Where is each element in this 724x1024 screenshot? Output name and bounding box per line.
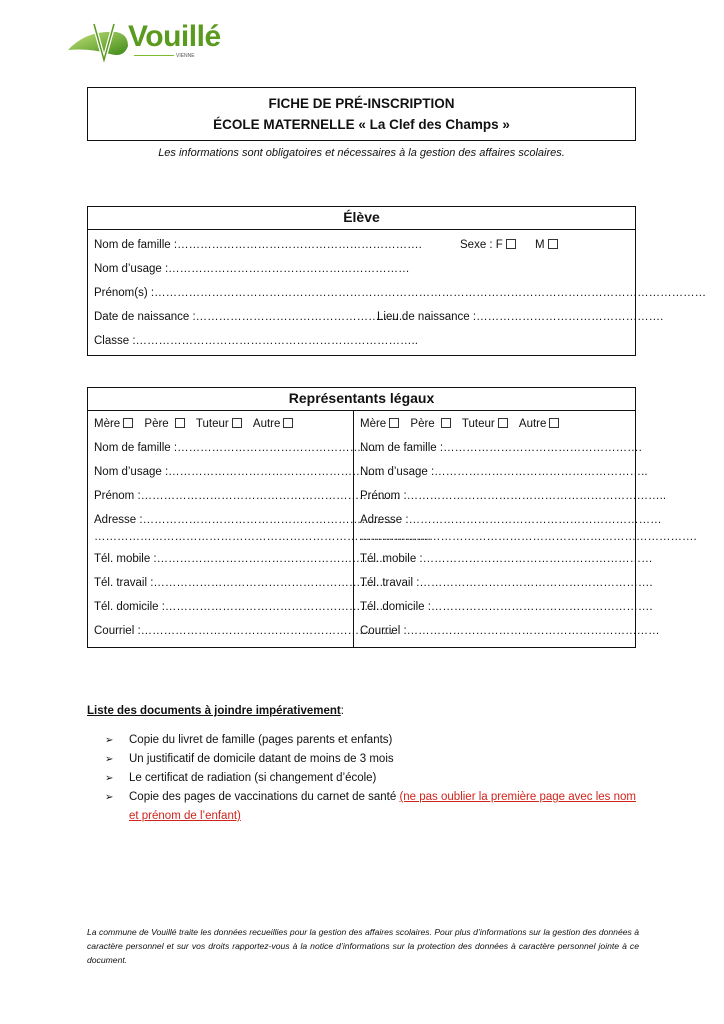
- role-tuteur-checkbox[interactable]: [232, 418, 242, 428]
- sexe-field: [460, 239, 558, 251]
- document-item-text: Copie du livret de famille (pages parents et enfants): [129, 734, 393, 746]
- role-pere-checkbox[interactable]: [441, 418, 451, 428]
- document-item: [105, 769, 647, 788]
- role-pere-label: Père: [144, 418, 169, 430]
- role-tuteur-checkbox[interactable]: [498, 418, 508, 428]
- role-pere-checkbox[interactable]: [175, 418, 185, 428]
- leaf-logo-icon: [66, 20, 136, 64]
- role-autre-label: Autre: [518, 418, 547, 430]
- documents-title: Liste des documents à joindre impérativement: [87, 705, 341, 717]
- vaccination-note: (ne pas oublier la première page avec les nom et prénom de l’enfant): [129, 791, 636, 822]
- title-box: [87, 87, 636, 141]
- rep2-tel-mobile[interactable]: Tél. mobile :……………………………………………………: [360, 553, 653, 565]
- role-mere-label: Mère: [360, 418, 387, 430]
- school-title: ÉCOLE MATERNELLE « La Clef des Champs »: [213, 117, 510, 132]
- rep1-tel-domicile[interactable]: Tél. domicile :………………………………………………….: [94, 601, 387, 613]
- vouille-logo: [66, 20, 221, 64]
- rep1-adresse[interactable]: Adresse :…………………………………………………………: [94, 514, 396, 526]
- role-mere-label: Mère: [94, 418, 121, 430]
- rep1-tel-mobile[interactable]: Tél. mobile :……………………………………………………: [94, 553, 387, 565]
- arrow-bullet-icon: ➢: [105, 754, 114, 765]
- role-options: [94, 418, 293, 430]
- rep2-adresse[interactable]: Adresse :…………………………………………………………: [360, 514, 662, 526]
- logo-subtitle: VIENNE: [176, 53, 195, 59]
- role-autre-checkbox[interactable]: [283, 418, 293, 428]
- document-item-text: Le certificat de radiation (si changement d’école): [129, 772, 377, 784]
- rep1-tel-travail[interactable]: Tél. travail :…………………………………………………….: [94, 577, 387, 589]
- intro-text: Les informations sont obligatoires et nécessaires à la gestion des affaires scolaires.: [158, 147, 565, 159]
- rep1-prenom[interactable]: Prénom :…………………………………………………………..: [94, 490, 401, 502]
- representant-2: [354, 410, 697, 647]
- logo-text: Vouillé: [128, 20, 221, 53]
- rep1-nom-usage[interactable]: Nom d’usage :………………………………………………..: [94, 466, 382, 478]
- document-item: [105, 750, 647, 769]
- document-item-text: Un justificatif de domicile datant de moins de 3 mois: [129, 753, 394, 765]
- rep2-nom-famille[interactable]: Nom de famille :…………………………………………….: [360, 442, 642, 454]
- documents-title-colon: :: [340, 705, 344, 717]
- nom-usage-field[interactable]: Nom d’usage :………………………………………………………: [94, 263, 410, 275]
- arrow-bullet-icon: ➢: [105, 735, 114, 746]
- rep1-adresse-line2[interactable]: …………………………………………………………………………….: [94, 531, 431, 543]
- role-options: [360, 418, 559, 430]
- role-tuteur-label: Tuteur: [195, 418, 229, 430]
- role-mere-checkbox[interactable]: [389, 418, 399, 428]
- role-autre-checkbox[interactable]: [549, 418, 559, 428]
- sexe-f-checkbox[interactable]: [506, 239, 516, 249]
- representants-heading: Représentants légaux: [88, 388, 635, 411]
- representant-1: [88, 410, 431, 647]
- sexe-m-label: M: [535, 239, 545, 251]
- document-item: [105, 731, 647, 750]
- documents-heading: [87, 705, 647, 717]
- role-tuteur-label: Tuteur: [461, 418, 495, 430]
- arrow-bullet-icon: ➢: [105, 792, 114, 803]
- rep2-tel-domicile[interactable]: Tél. domicile :………………………………………………….: [360, 601, 653, 613]
- rep1-nom-famille[interactable]: Nom de famille :…………………………………………….: [94, 442, 376, 454]
- rep2-tel-travail[interactable]: Tél. travail :…………………………………………………….: [360, 577, 653, 589]
- eleve-heading: Élève: [88, 207, 635, 230]
- date-naissance-field[interactable]: Date de naissance :……………………………………………….: [94, 311, 406, 323]
- role-pere-label: Père: [410, 418, 435, 430]
- rep2-nom-usage[interactable]: Nom d’usage :………………………………………………..: [360, 466, 648, 478]
- lieu-naissance-field[interactable]: Lieu de naissance :………………………………………….: [377, 311, 664, 323]
- eleve-section: [87, 206, 707, 356]
- sexe-m-checkbox[interactable]: [548, 239, 558, 249]
- rep2-courriel[interactable]: Courriel :…………………………………………………………: [360, 625, 660, 637]
- rep1-courriel[interactable]: Courriel :…………………………………………………………: [94, 625, 394, 637]
- sexe-f-label: Sexe : F: [460, 239, 503, 251]
- role-autre-label: Autre: [252, 418, 281, 430]
- document-item: [105, 788, 639, 826]
- prenoms-field[interactable]: Prénom(s) :………………………………………………………………………………………………………………………………: [94, 287, 707, 299]
- arrow-bullet-icon: ➢: [105, 773, 114, 784]
- rep2-prenom[interactable]: Prénom :…………………………………………………………..: [360, 490, 667, 502]
- privacy-footer: La commune de Vouillé traite les données recueillies pour la gestion des affaires scolaires. Pour plus d’informations sur la gestion des données à caractère personnel et sur vos droits rapportez-vous à la notice d’informations sur la protection des données à caractère personnel jointe à ce document.: [87, 927, 639, 965]
- nom-famille-field[interactable]: Nom de famille :……………………………………………………….: [94, 239, 422, 251]
- representants-section: [87, 387, 697, 648]
- document-item-text: Copie des pages de vaccinations du carnet de santé: [129, 791, 397, 803]
- role-mere-checkbox[interactable]: [123, 418, 133, 428]
- form-title: FICHE DE PRÉ-INSCRIPTION: [268, 96, 455, 111]
- rep2-adresse-line2[interactable]: …………………………………………………………………………….: [360, 531, 697, 543]
- logo-underline: [134, 55, 174, 56]
- documents-list: [87, 705, 647, 826]
- classe-field[interactable]: Classe :………………………………………………………………..: [94, 335, 418, 347]
